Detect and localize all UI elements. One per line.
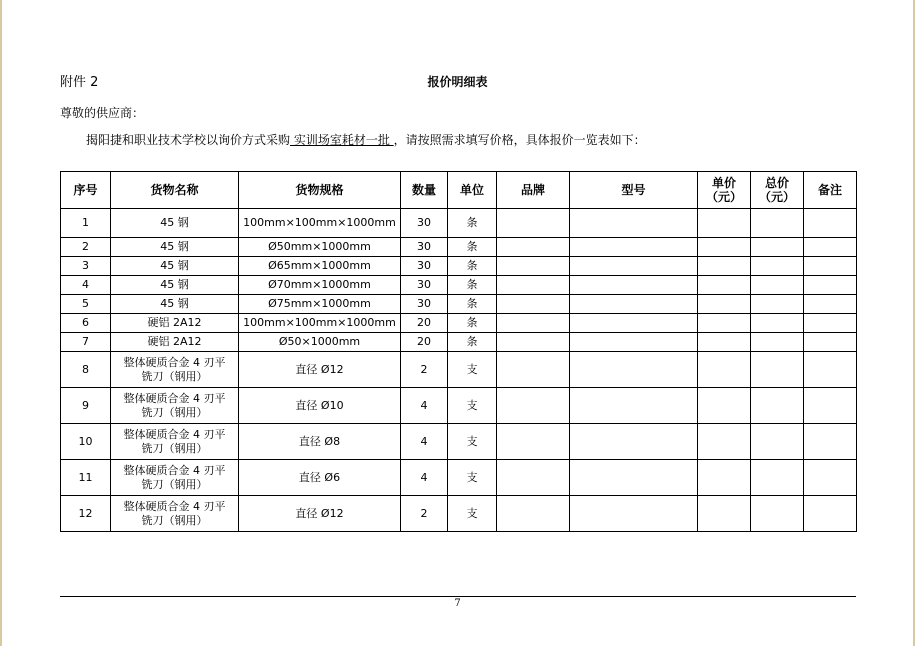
table-header-row (61, 172, 857, 209)
cell-unit-price[interactable] (698, 352, 751, 388)
cell-model[interactable] (570, 388, 698, 424)
cell-model[interactable] (570, 333, 698, 352)
header-unit-price (698, 172, 751, 209)
attachment-label: 附件 2 (60, 75, 99, 90)
cell-unit-price[interactable] (698, 424, 751, 460)
cell-remark[interactable] (804, 388, 857, 424)
cell-seq: 5 (61, 295, 111, 314)
page-number: 7 (454, 598, 461, 609)
cell-name-l1: 整体硬质合金 4 刃平 (123, 463, 226, 477)
cell-unit: 支 (448, 352, 497, 388)
cell-unit: 条 (448, 333, 497, 352)
cell-unit: 条 (448, 209, 497, 238)
cell-total-price[interactable] (751, 209, 804, 238)
cell-name (111, 352, 239, 388)
table-row (61, 352, 857, 388)
cell-unit-price[interactable] (698, 333, 751, 352)
cell-spec: 直径 Ø12 (239, 352, 401, 388)
cell-brand[interactable] (497, 257, 570, 276)
cell-remark[interactable] (804, 295, 857, 314)
cell-unit-price[interactable] (698, 257, 751, 276)
intro-after: ，请按照需求填写价格，具体报价一览表如下： (393, 133, 646, 147)
cell-unit-price[interactable] (698, 460, 751, 496)
cell-model[interactable] (570, 314, 698, 333)
cell-name: 45 钢 (111, 209, 239, 238)
cell-name-l1: 整体硬质合金 4 刃平 (123, 499, 226, 513)
cell-brand[interactable] (497, 238, 570, 257)
cell-remark[interactable] (804, 352, 857, 388)
cell-remark[interactable] (804, 257, 857, 276)
cell-unit-price[interactable] (698, 314, 751, 333)
table-row (61, 209, 857, 238)
cell-brand[interactable] (497, 460, 570, 496)
cell-spec: 直径 Ø12 (239, 496, 401, 532)
cell-brand[interactable] (497, 388, 570, 424)
cell-model[interactable] (570, 238, 698, 257)
cell-unit: 支 (448, 460, 497, 496)
header-unit-price-l2: （元） (705, 190, 742, 204)
cell-remark[interactable] (804, 460, 857, 496)
cell-brand[interactable] (497, 496, 570, 532)
cell-remark[interactable] (804, 238, 857, 257)
cell-spec: 100mm×100mm×1000mm (239, 209, 401, 238)
header-model: 型号 (570, 172, 698, 209)
cell-unit-price[interactable] (698, 276, 751, 295)
cell-remark[interactable] (804, 209, 857, 238)
cell-spec: 直径 Ø6 (239, 460, 401, 496)
header-total-price (751, 172, 804, 209)
cell-spec: Ø50×1000mm (239, 333, 401, 352)
cell-name (111, 388, 239, 424)
cell-qty: 4 (401, 424, 448, 460)
header-name: 货物名称 (111, 172, 239, 209)
cell-name: 45 钢 (111, 257, 239, 276)
cell-unit: 支 (448, 424, 497, 460)
page-edge-left (0, 0, 2, 646)
cell-qty: 30 (401, 209, 448, 238)
cell-total-price[interactable] (751, 496, 804, 532)
cell-name (111, 460, 239, 496)
cell-qty: 20 (401, 314, 448, 333)
cell-spec: Ø75mm×1000mm (239, 295, 401, 314)
document-title: 报价明细表 (427, 75, 488, 89)
cell-unit-price[interactable] (698, 388, 751, 424)
cell-name-l2: 铣刀（钢用） (141, 441, 208, 455)
cell-seq: 8 (61, 352, 111, 388)
cell-remark[interactable] (804, 424, 857, 460)
cell-spec: Ø65mm×1000mm (239, 257, 401, 276)
header-qty: 数量 (401, 172, 448, 209)
cell-brand[interactable] (497, 209, 570, 238)
cell-qty: 20 (401, 333, 448, 352)
cell-seq: 2 (61, 238, 111, 257)
table-row (61, 388, 857, 424)
cell-model[interactable] (570, 496, 698, 532)
cell-spec: Ø50mm×1000mm (239, 238, 401, 257)
cell-total-price[interactable] (751, 424, 804, 460)
cell-qty: 4 (401, 388, 448, 424)
cell-unit: 条 (448, 295, 497, 314)
cell-total-price[interactable] (751, 333, 804, 352)
cell-name-l1: 整体硬质合金 4 刃平 (123, 355, 226, 369)
table-row (61, 333, 857, 352)
cell-name: 45 钢 (111, 238, 239, 257)
cell-remark[interactable] (804, 496, 857, 532)
cell-seq: 10 (61, 424, 111, 460)
table-row (61, 276, 857, 295)
table-row (61, 314, 857, 333)
cell-seq: 9 (61, 388, 111, 424)
cell-unit: 条 (448, 257, 497, 276)
cell-model[interactable] (570, 209, 698, 238)
cell-name: 45 钢 (111, 295, 239, 314)
cell-remark[interactable] (804, 314, 857, 333)
cell-remark[interactable] (804, 276, 857, 295)
header-total-price-l1: 总价 (764, 176, 789, 190)
cell-total-price[interactable] (751, 276, 804, 295)
cell-spec: 直径 Ø8 (239, 424, 401, 460)
header-unit: 单位 (448, 172, 497, 209)
table-row (61, 496, 857, 532)
cell-unit-price[interactable] (698, 238, 751, 257)
table-row (61, 424, 857, 460)
cell-seq: 3 (61, 257, 111, 276)
header-unit-price-l1: 单价 (711, 176, 736, 190)
cell-seq: 7 (61, 333, 111, 352)
cell-model[interactable] (570, 424, 698, 460)
intro-before: 揭阳捷和职业技术学校以询价方式采购 (86, 133, 291, 147)
cell-brand[interactable] (497, 333, 570, 352)
cell-qty: 4 (401, 460, 448, 496)
cell-total-price[interactable] (751, 460, 804, 496)
cell-seq: 1 (61, 209, 111, 238)
cell-seq: 6 (61, 314, 111, 333)
cell-model[interactable] (570, 257, 698, 276)
cell-model[interactable] (570, 460, 698, 496)
cell-unit: 条 (448, 276, 497, 295)
cell-unit-price[interactable] (698, 209, 751, 238)
cell-brand[interactable] (497, 276, 570, 295)
cell-unit: 支 (448, 496, 497, 532)
cell-total-price[interactable] (751, 257, 804, 276)
header-spec: 货物规格 (239, 172, 401, 209)
header-brand: 品牌 (497, 172, 570, 209)
cell-brand[interactable] (497, 352, 570, 388)
cell-unit: 支 (448, 388, 497, 424)
cell-total-price[interactable] (751, 388, 804, 424)
cell-brand[interactable] (497, 424, 570, 460)
header-remark: 备注 (804, 172, 857, 209)
cell-spec: 100mm×100mm×1000mm (239, 314, 401, 333)
cell-name-l2: 铣刀（钢用） (141, 369, 208, 383)
cell-name (111, 496, 239, 532)
cell-name (111, 424, 239, 460)
footer-divider (60, 596, 856, 597)
cell-qty: 30 (401, 257, 448, 276)
intro-project-name: 实训场室耗材一批 (290, 133, 394, 147)
table-row (61, 257, 857, 276)
cell-brand[interactable] (497, 295, 570, 314)
cell-total-price[interactable] (751, 238, 804, 257)
cell-seq: 4 (61, 276, 111, 295)
cell-name-l2: 铣刀（钢用） (141, 405, 208, 419)
cell-brand[interactable] (497, 314, 570, 333)
greeting: 尊敬的供应商： (60, 106, 145, 120)
cell-qty: 30 (401, 295, 448, 314)
cell-name-l2: 铣刀（钢用） (141, 477, 208, 491)
cell-model[interactable] (570, 352, 698, 388)
intro-paragraph (86, 131, 646, 148)
cell-remark[interactable] (804, 333, 857, 352)
cell-name: 硬铝 2A12 (111, 333, 239, 352)
cell-name-l2: 铣刀（钢用） (141, 513, 208, 527)
cell-total-price[interactable] (751, 352, 804, 388)
cell-spec: Ø70mm×1000mm (239, 276, 401, 295)
cell-name: 45 钢 (111, 276, 239, 295)
cell-qty: 2 (401, 352, 448, 388)
quote-table (60, 171, 857, 532)
table-row (61, 295, 857, 314)
cell-name-l1: 整体硬质合金 4 刃平 (123, 427, 226, 441)
cell-spec: 直径 Ø10 (239, 388, 401, 424)
table-row (61, 460, 857, 496)
cell-unit: 条 (448, 314, 497, 333)
cell-model[interactable] (570, 276, 698, 295)
cell-name: 硬铝 2A12 (111, 314, 239, 333)
header-total-price-l2: （元） (758, 190, 795, 204)
cell-total-price[interactable] (751, 314, 804, 333)
cell-model[interactable] (570, 295, 698, 314)
cell-qty: 30 (401, 276, 448, 295)
cell-seq: 11 (61, 460, 111, 496)
cell-unit-price[interactable] (698, 496, 751, 532)
cell-qty: 30 (401, 238, 448, 257)
cell-unit: 条 (448, 238, 497, 257)
table-row (61, 238, 857, 257)
cell-total-price[interactable] (751, 295, 804, 314)
cell-name-l1: 整体硬质合金 4 刃平 (123, 391, 226, 405)
header-seq: 序号 (61, 172, 111, 209)
cell-seq: 12 (61, 496, 111, 532)
cell-qty: 2 (401, 496, 448, 532)
cell-unit-price[interactable] (698, 295, 751, 314)
